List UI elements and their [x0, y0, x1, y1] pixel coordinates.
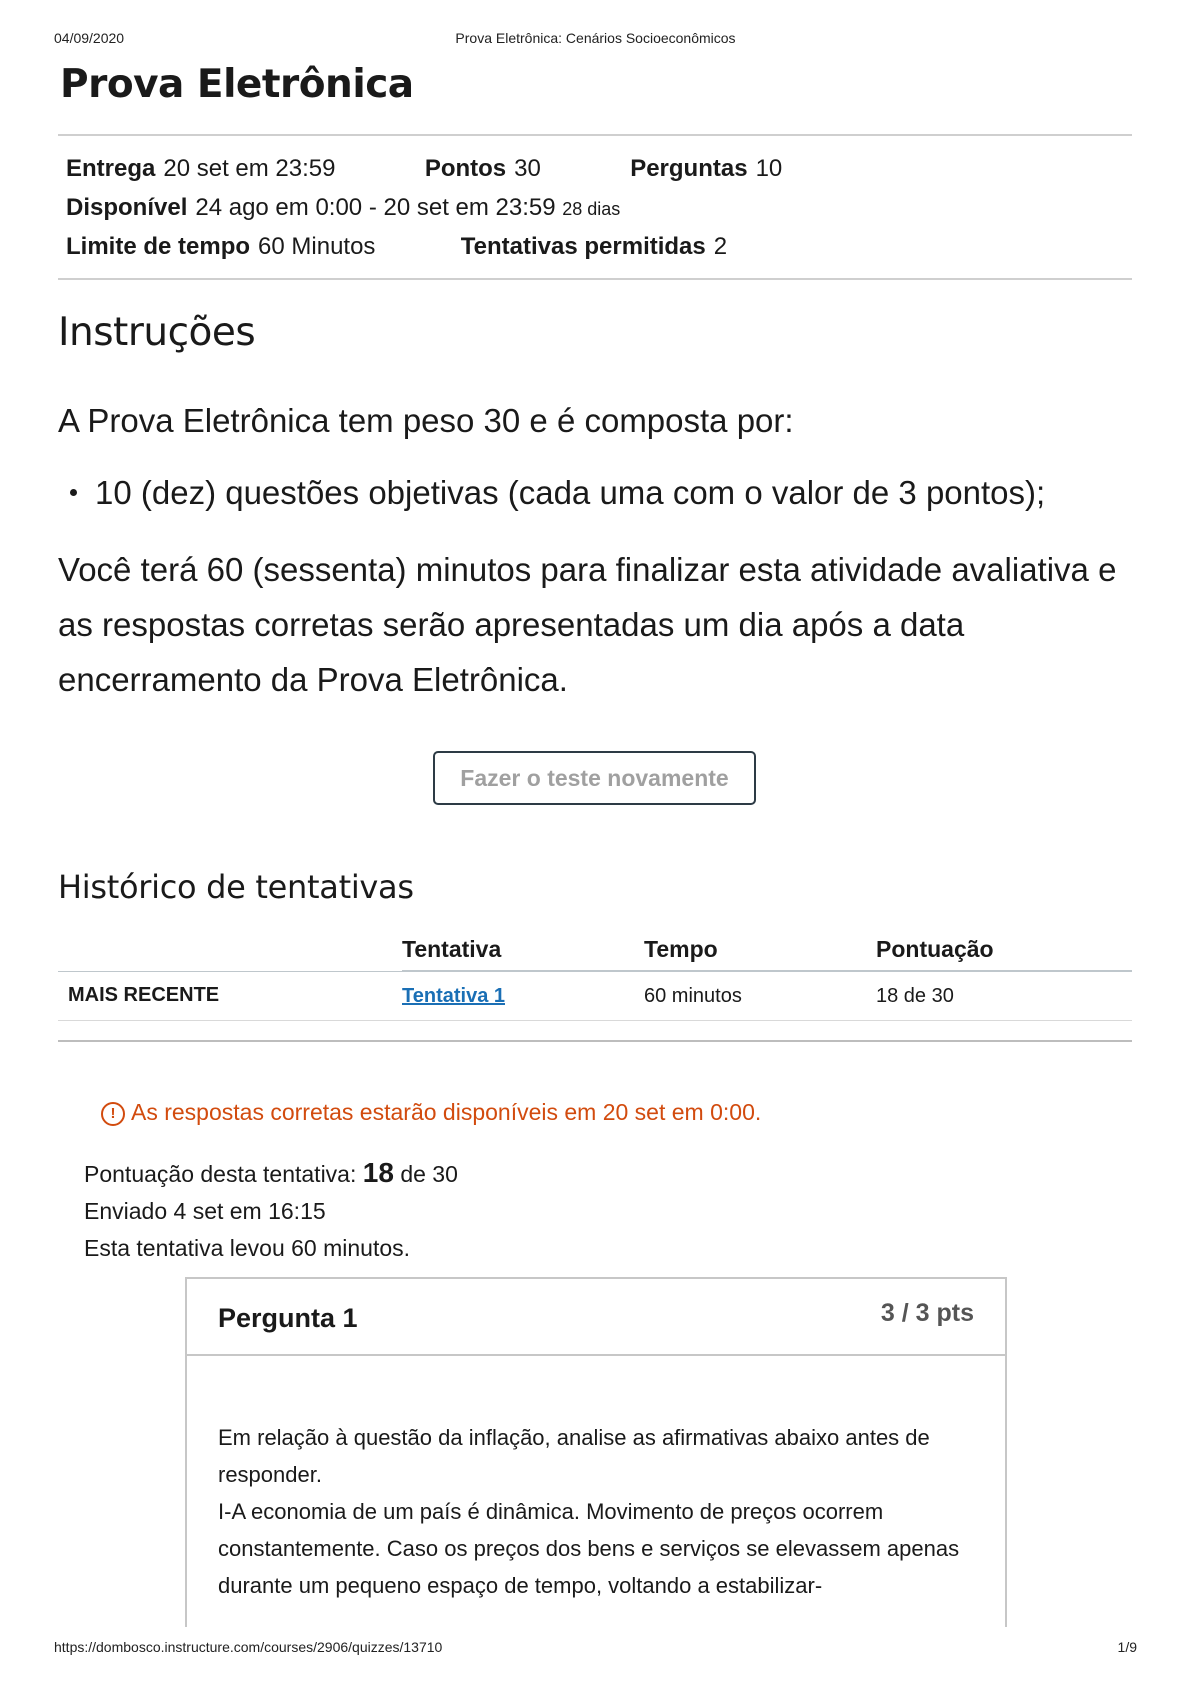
attempt-link[interactable]: Tentativa 1 — [402, 984, 505, 1007]
divider — [58, 1040, 1132, 1042]
score-cell: 18 de 30 — [876, 971, 1132, 1021]
retake-quiz-button[interactable]: Fazer o teste novamente — [433, 751, 756, 805]
perguntas-label: Perguntas — [630, 155, 748, 182]
col-header-label — [58, 928, 402, 971]
score-value: 18 — [362, 1157, 394, 1188]
quiz-details-row-2 — [66, 194, 620, 222]
submitted-line: Enviado 4 set em 16:15 — [84, 1198, 326, 1224]
question-header — [187, 1279, 1005, 1356]
print-date: 04/09/2020 — [54, 30, 125, 46]
bullet-text: 10 (dez) questões objetivas (cada uma com o valor de 3 pontos); — [95, 474, 1046, 511]
print-header — [54, 30, 1137, 50]
score-prefix: Pontuação desta tentativa: — [84, 1161, 357, 1187]
question-card — [185, 1277, 1007, 1627]
divider — [58, 134, 1132, 136]
table-row — [58, 971, 1132, 1021]
tentativas-value: 2 — [713, 233, 728, 260]
perguntas-value: 10 — [755, 155, 783, 182]
question-name: Pergunta 1 — [218, 1303, 358, 1333]
history-title: Histórico de tentativas — [58, 868, 414, 906]
instructions-body: Você terá 60 (sessenta) minutos para finalizar esta atividade avaliativa e as respostas corretas serão apresentadas um dia após a data encerramento da Prova Eletrônica. — [58, 551, 1117, 698]
instructions-title: Instruções — [58, 310, 256, 355]
entrega-label: Entrega — [66, 155, 156, 182]
col-header-score: Pontuação — [876, 928, 1132, 971]
attempt-cell — [402, 971, 644, 1021]
page-number: 1/9 — [1117, 1639, 1137, 1655]
limite-value: 60 Minutos — [258, 233, 376, 260]
col-header-attempt: Tentativa — [402, 928, 644, 971]
answers-availability-alert — [101, 1099, 761, 1128]
score-suffix: de 30 — [400, 1161, 458, 1187]
quiz-details-row-1 — [66, 155, 782, 183]
history-header-row — [58, 928, 1132, 971]
row-label: MAIS RECENTE — [58, 971, 402, 1021]
attempt-score-line — [84, 1154, 458, 1193]
history-table — [58, 928, 1132, 1021]
question-body — [218, 1419, 978, 1604]
page-title: Prova Eletrônica — [60, 62, 414, 107]
disponivel-value: 24 ago em 0:00 - 20 set em 23:59 — [195, 194, 556, 221]
pontos-value: 30 — [514, 155, 541, 182]
alert-text: As respostas corretas estarão disponíveis em 20 set em 0:00. — [131, 1099, 762, 1125]
time-cell: 60 minutos — [644, 971, 876, 1021]
quiz-details-row-3 — [66, 233, 727, 261]
question-text: Em relação à questão da inflação, analise as afirmativas abaixo antes de responder. — [218, 1425, 930, 1487]
attempt-summary — [84, 1154, 458, 1267]
disponivel-days: 28 dias — [562, 199, 621, 219]
bullet-dot-icon — [70, 489, 77, 496]
alert-circle-icon: ! — [101, 1102, 125, 1126]
question-item-1: I-A economia de um país é dinâmica. Movimento de preços ocorrem constantemente. Caso os preços dos bens e serviços se elevassem apenas durante um pequeno espaço de tempo, voltando a estabilizar- — [218, 1499, 960, 1598]
col-header-time: Tempo — [644, 928, 876, 971]
duration-line: Esta tentativa levou 60 minutos. — [84, 1235, 411, 1261]
instructions-intro: A Prova Eletrônica tem peso 30 e é composta por: — [58, 402, 794, 439]
entrega-value: 20 set em 23:59 — [163, 155, 336, 182]
pontos-label: Pontos — [424, 155, 507, 182]
print-title: Prova Eletrônica: Cenários Socioeconômicos — [455, 30, 736, 46]
question-points: 3 / 3 pts — [880, 1299, 974, 1327]
divider — [58, 278, 1132, 280]
instructions-bullet — [70, 474, 1045, 512]
print-url: https://dombosco.instructure.com/courses/2906/quizzes/13710 — [54, 1639, 443, 1655]
limite-label: Limite de tempo — [66, 233, 251, 260]
tentativas-label: Tentativas permitidas — [460, 233, 706, 260]
disponivel-label: Disponível — [66, 194, 188, 221]
